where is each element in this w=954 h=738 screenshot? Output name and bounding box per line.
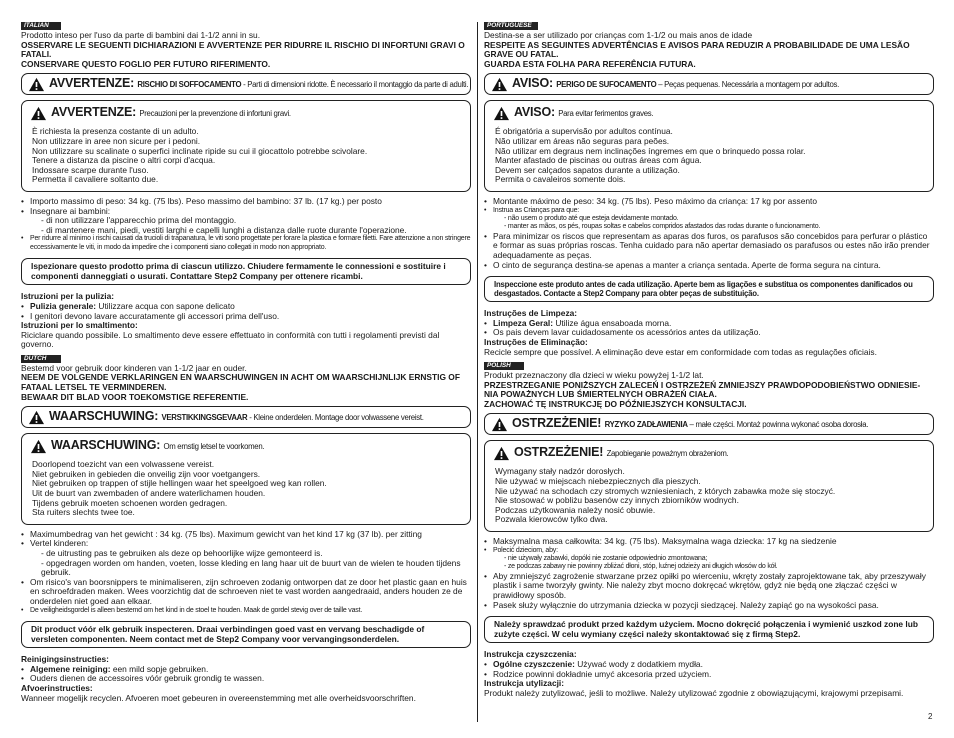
list-item: • I genitori devono lavare accuratamente gli accessori prima dell'uso. (21, 312, 471, 322)
list-item: • Ouders dienen de accessoires vóór gebruik grondig te wassen. (21, 674, 471, 684)
portuguese-section (484, 20, 934, 357)
choking-warning-box (21, 73, 471, 95)
warning-heading: WAARSCHUWING: Om ernstig letsel te voorkomen. (51, 438, 265, 453)
warning-triangle-icon (30, 106, 47, 121)
notice-keep-text: GUARDA ESTA FOLHA PARA REFERÊNCIA FUTURA. (484, 58, 696, 69)
disposal-text: Riciclare quando possibile. Lo smaltimento deve essere effettuato in conformità con tutti i regolamenti previsti dal governo. (21, 329, 440, 350)
italian-section (21, 20, 471, 350)
polish-section (484, 360, 934, 698)
notice-text: RESPEITE AS SEGUINTES ADVERTÊNCIAS E AVISOS PARA REDUZIR A PROBABILIDADE DE UMA LESÃO GRAVE OU FATAL. (484, 39, 910, 60)
cleaning-title: Reinigingsinstructies: (21, 654, 109, 665)
list-item: • O cinto de segurança destina-se apenas a manter a criança sentada. Aperte de forma segura na cintura. (484, 261, 934, 271)
notice-text: OSSERVARE LE SEGUENTI DICHIARAZIONI E AVVERTENZE PER RIDURRE IL RISCHIO DI INFORTUNI GRAVI O FATALI. (21, 39, 465, 60)
warning-triangle-icon (28, 77, 45, 92)
warning-triangle-icon (30, 439, 47, 454)
dutch-section (21, 353, 471, 703)
list-item: • Maksymalna masa całkowita: 34 kg. (75 lbs). Maksymalna waga dziecka: 17 kg na siedzenie (484, 537, 934, 547)
warning-triangle-icon (493, 106, 510, 121)
choking-warning-box (21, 406, 471, 428)
list-item: • Per ridurre al minimo i rischi causati da trucioli di trapanatura, le viti sono progettate per forare la plastica e formare filetti. Fare attenzione a non stringere eccessivamente le viti, in modo da impedire che i componenti siano collegati in modo non appropriato. (21, 235, 471, 252)
inspection-box: Należy sprawdzać produkt przed każdym użyciem. Mocno dokręcić połączenia i wymienić uszkod zone lub zużyte części. W celu wymiany części należy skontaktować się z firmą Step2. (484, 616, 934, 643)
list-item: • Montante máximo de peso: 34 kg. (75 lbs). Peso máximo da criança: 17 kg por assento (484, 197, 934, 207)
warning-heading: OSTRZEŻENIE! Zapobieganie poważnym obrażeniom. (514, 445, 729, 460)
safety-warning-box (21, 433, 471, 525)
list-item: • Maximumbedrag van het gewicht : 34 kg. (75 lbs). Maximum gewicht van het kind 17 kg (37 lb). per zitting (21, 530, 471, 540)
disposal-text: Wanneer mogelijk recyclen. Afvoeren moet gebeuren in overeenstemming met alle overheidsvoorschriften. (21, 692, 416, 703)
warning-heading: WAARSCHUWING: VERSTIKKINGSGEVAAR - Kleine onderdelen. Montage door volwassene vereist. (49, 409, 424, 424)
safety-warning-box (21, 100, 471, 192)
warning-triangle-icon (491, 417, 508, 432)
disposal-text: Produkt należy zutylizować, jeśli to możliwe. Należy utylizować zgodnie z obowiązującymi, krajowymi przepisami. (484, 687, 904, 698)
choking-warning-box (484, 413, 934, 435)
list-item: • Para minimizar os riscos que representam as aparas dos furos, os parafusos são concebidos para perfurar o plástico e formar as suas próprias roscas. Tenha cuidado para não apertar demasiado os parafusos ou estes não irão prender adequadamente as peças. (484, 232, 934, 261)
inspection-box: Inspeccione este produto antes de cada utilização. Aperte bem as ligações e substitua os componentes danificados ou desgastados. Contacte a Step2 Company para obter peças de substituição. (484, 276, 934, 302)
list-item: • Polecić dzieciom, aby: (484, 547, 934, 555)
safety-bullets: • Importo massimo di peso: 34 kg. (75 lbs). Peso massimo del bambino: 37 lb. (17 kg.) per posto • Insegnare ai bambini: - di non utilizzare l'apparecchio prima del montaggio. - di mantenere mani, piedi, vestiti larghi e capelli lunghi a distanza dalle ruote durante l'operazione. • Per ridurre al minimo i rischi causati da trucioli di trapanatura, le viti sono progettate per forare la plastica e formare filetti. Fare attenzione a non stringere eccessivamente le viti, in modo da impedire che i componenti siano collegati in modo non appropriato. (21, 197, 471, 252)
column-divider (477, 22, 478, 722)
notice-keep-text: CONSERVARE QUESTO FOGLIO PER FUTURO RIFERIMENTO. (21, 58, 271, 69)
page-number: 2 (928, 712, 933, 721)
inspection-box: Ispezionare questo prodotto prima di ciascun utilizzo. Chiudere fermamente le connessioni e sostituire i componenti danneggiati o usurati. Contattare Step2 Company per ottenere ricambi. (21, 258, 471, 285)
list-item: • De veiligheidsgordel is alleen bestemd om het kind in de stoel te houden. Maak de gordel stevig over de taille vast. (21, 607, 471, 615)
safety-warning-box (484, 440, 934, 532)
list-item: • Importo massimo di peso: 34 kg. (75 lbs). Peso massimo del bambino: 37 lb. (17 kg.) per posto (21, 197, 471, 207)
right-column (484, 20, 934, 698)
language-tag-polish: POLISH (484, 362, 524, 370)
cleaning-title: Instruções de Limpeza: (484, 308, 578, 319)
notice-keep-text: BEWAAR DIT BLAD VOOR TOEKOMSTIGE REFERENTIE. (21, 391, 249, 402)
language-tag-italian: ITALIAN (21, 22, 61, 30)
list-item: • Om risico's van boorsnippers te minimaliseren, zijn schroeven zodanig ontworpen dat ze door het plastic gaan en huis en schroefdraden maken. Wees voorzichtig dat de schroeven niet te vast worden aangedraaid, anders houden ze de onderdelen niet goed aan elkaar. (21, 578, 471, 607)
warning-triangle-icon (28, 410, 45, 425)
language-tag-dutch: DUTCH (21, 355, 61, 363)
warning-lines: É obrigatória a supervisão por adultos contínua. Não utilizar em áreas não seguras para peões. Não utilizar em degraus nem inclinações íngremes em que o brinquedo possa rolar. Manter afastado de piscinas ou outras áreas com água. Devem ser calçados sapatos durante a utilização. Permita o cavaleiros somente dois. (495, 126, 806, 185)
intro-text: Destina-se a ser utilizado por crianças com 1-1/2 ou mais anos de idade (484, 30, 753, 40)
cleaning-list (21, 665, 471, 684)
warning-heading: AVVERTENZE: RISCHIO DI SOFFOCAMENTO - Parti di dimensioni ridotte. È necessario il montaggio da parte di adulti. (49, 76, 469, 91)
cleaning-title: Instrukcja czyszczenia: (484, 649, 577, 660)
warning-heading: OSTRZEŻENIE! RYZYKO ZADŁAWIENIA – małe części. Montaż powinna wykonać osoba dorosła. (512, 416, 869, 431)
list-item: • Rodzice powinni dokładnie umyć akcesoria przed użyciem. (484, 670, 934, 680)
warning-heading: AVISO: PERIGO DE SUFOCAMENTO – Peças pequenas. Necessária a montagem por adultos. (512, 76, 839, 91)
cleaning-list (484, 319, 934, 338)
disposal-title: Instruções de Eliminação: (484, 336, 588, 347)
list-item: • Vertel kinderen: (21, 539, 471, 549)
notice-text: PRZESTRZEGANIE PONIŻSZYCH ZALECEŃ I OSTRZEŻEŃ ZMNIEJSZY PRAWDOPODOBIEŃSTWO ODNIESIE-NIA POWAŻNYCH LUB ŚMIERTELNYCH OBRAŻEŃ CIAŁA. (484, 379, 921, 400)
inspection-box: Dit product vóór elk gebruik inspecteren. Draai verbindingen goed vast en vervang beschadigde of versleten componenten. Neem contact met de Step2 Company voor vervangingsonderdelen. (21, 621, 471, 648)
list-item: • Pasek służy wyłącznie do utrzymania dziecka w pozycji siedzącej. Należy zapiąć go na wysokości pasa. (484, 601, 934, 611)
list-item: • Insegnare ai bambini: (21, 207, 471, 217)
warning-heading: AVISO: Para evitar ferimentos graves. (514, 105, 654, 120)
list-item: • Os pais devem lavar cuidadosamente os acessórios antes da utilização. (484, 328, 934, 338)
left-column (21, 20, 471, 703)
notice-keep-text: ZACHOWAĆ TĘ INSTRUKCJĘ DO PÓŹNIEJSZYCH KONSULTACJI. (484, 398, 747, 409)
safety-bullets: • Montante máximo de peso: 34 kg. (75 lbs). Peso máximo da criança: 17 kg por assento • Instrua as Crianças para que: - não usem o produto até que esteja devidamente montado. - manter as mãos, os pés, roupas soltas e cabelos compridos afastados das rodas durante o funcionamento. • Para minimizar os riscos que representam as aparas dos furos, os parafusos são concebidos para perfurar o plástico e formar as suas próprias roscas. Tenha cuidado para não apertar demasiado os parafusos ou estes não irão prender adequadamente as peças. • O cinto de segurança destina-se apenas a manter a criança sentada. Aperte de forma segura na cintura. (484, 197, 934, 270)
warning-lines: È richiesta la presenza costante di un adulto. Non utilizzare in aree non sicure per i pedoni. Non utilizzare su scalinate o superfici inclinate ripide su cui il giocattolo potrebbe scivolare. Tenere a distanza da piscine o altri corpi d'acqua. Indossare scarpe durante l'uso. Permetta il cavaliere soltanto due. (32, 126, 368, 185)
list-item: • Aby zmniejszyć zagrożenie stwarzane przez opiłki po wierceniu, wkręty zostały zaprojektowane tak, aby przeszywały plastik i same tworzyły gwinty. Nie należy zbyt mocno dokręcać wkrętów, gdyż nie będą one złączać części w prawidłowy sposób. (484, 572, 934, 601)
list-item: • Ogólne czyszczenie: Używać wody z dodatkiem mydła. (484, 660, 934, 670)
list-item: • Algemene reiniging: een mild sopje gebruiken. (21, 665, 471, 675)
cleaning-list (21, 302, 471, 321)
cleaning-title: Istruzioni per la pulizia: (21, 291, 115, 302)
warning-triangle-icon (493, 446, 510, 461)
list-item: • Limpeza Geral: Utilize água ensaboada morna. (484, 319, 934, 329)
warning-lines: Wymagany stały nadzór dorosłych. Nie używać w miejscach niebezpiecznych dla pieszych. Nie używać na schodach czy stromych wzniesieniach, z których zabawka może się stoczyć. Nie stosować w pobliżu basenów czy innych zbiorników wodnych. Podczas użytkowania należy nosić obuwie. Pozwala kierowców tylko dwa. (495, 466, 836, 525)
notice-text: NEEM DE VOLGENDE VERKLARINGEN EN WAARSCHUWINGEN IN ACHT OM WAARSCHIJNLIJK ERNSTIG OF FATAAL LETSEL TE VERMINDEREN. (21, 372, 460, 393)
disposal-title: Instrukcja utylizacji: (484, 678, 565, 689)
safety-bullets: • Maximumbedrag van het gewicht : 34 kg. (75 lbs). Maximum gewicht van het kind 17 kg (37 lb). per zitting • Vertel kinderen: - de uitrusting pas te gebruiken als deze op behoorlijke wijze gemonteerd is. - opgedragen worden om handen, voeten, losse kleding en lang haar uit de buurt van de wielen te houden tijdens gebruik. • Om risico's van boorsnippers te minimaliseren, zijn schroeven zodanig ontworpen dat ze door het plastic gaan en huis en schroefdraden maken. Wees voorzichtig dat de schroeven niet te vast worden aangedraaid, anders houden ze de onderdelen niet goed aan elkaar. • De veiligheidsgordel is alleen bestemd om het kind in de stoel te houden. Maak de gordel stevig over de taille vast. (21, 530, 471, 615)
warning-heading: AVVERTENZE: Precauzioni per la prevenzione di infortuni gravi. (51, 105, 291, 120)
disposal-title: Istruzioni per lo smaltimento: (21, 320, 138, 331)
disposal-text: Recicle sempre que possível. A eliminação deve estar em conformidade com todas as regulações oficiais. (484, 346, 877, 357)
list-item: • Instrua as Crianças para que: (484, 207, 934, 215)
intro-text: Bestemd voor gebruik door kinderen van 1-1/2 jaar en ouder. (21, 362, 247, 373)
list-item: • Pulizia generale: Utilizzare acqua con sapone delicato (21, 302, 471, 312)
warning-lines: Doorlopend toezicht van een volwassene vereist. Niet gebruiken in gebieden die onveilig zijn voor voetgangers. Niet gebruiken op trappen of stijle hellingen waar het speelgoed weg kan rollen. Uit de buurt van zwembaden of andere waterlichamen houden. Tijdens gebruik moeten schoenen worden gedragen. Sta ruiters slechts twee toe. (32, 459, 327, 518)
cleaning-list (484, 660, 934, 679)
safety-bullets: • Maksymalna masa całkowita: 34 kg. (75 lbs). Maksymalna waga dziecka: 17 kg na siedzenie • Polecić dzieciom, aby: - nie używały zabawki, dopóki nie zostanie odpowiednio zmontowana; - ze podczas zabawy nie powinny zbliżać dłoni, stóp, luźnej odzieży ani długich włosów do kół. • Aby zmniejszyć zagrożenie stwarzane przez opiłki po wierceniu, wkręty zostały zaprojektowane tak, aby przeszywały plastik i same tworzyły gwinty. Nie należy zbyt mocno dokręcać wkrętów, gdyż nie będą one złączać części w prawidłowy sposób. • Pasek służy wyłącznie do utrzymania dziecka w pozycji siedzącej. Należy zapiąć go na wysokości pasa. (484, 537, 934, 610)
safety-warning-box (484, 100, 934, 192)
warning-triangle-icon (491, 77, 508, 92)
choking-warning-box (484, 73, 934, 95)
language-tag-portuguese: PORTUGUESE (484, 22, 538, 30)
disposal-title: Afvoerinstructies: (21, 682, 93, 693)
intro-text: Produkt przeznaczony dla dzieci w wieku powyżej 1-1/2 lat. (484, 370, 704, 381)
intro-text: Prodotto inteso per l'uso da parte di bambini dai 1-1/2 anni in su. (21, 30, 261, 40)
